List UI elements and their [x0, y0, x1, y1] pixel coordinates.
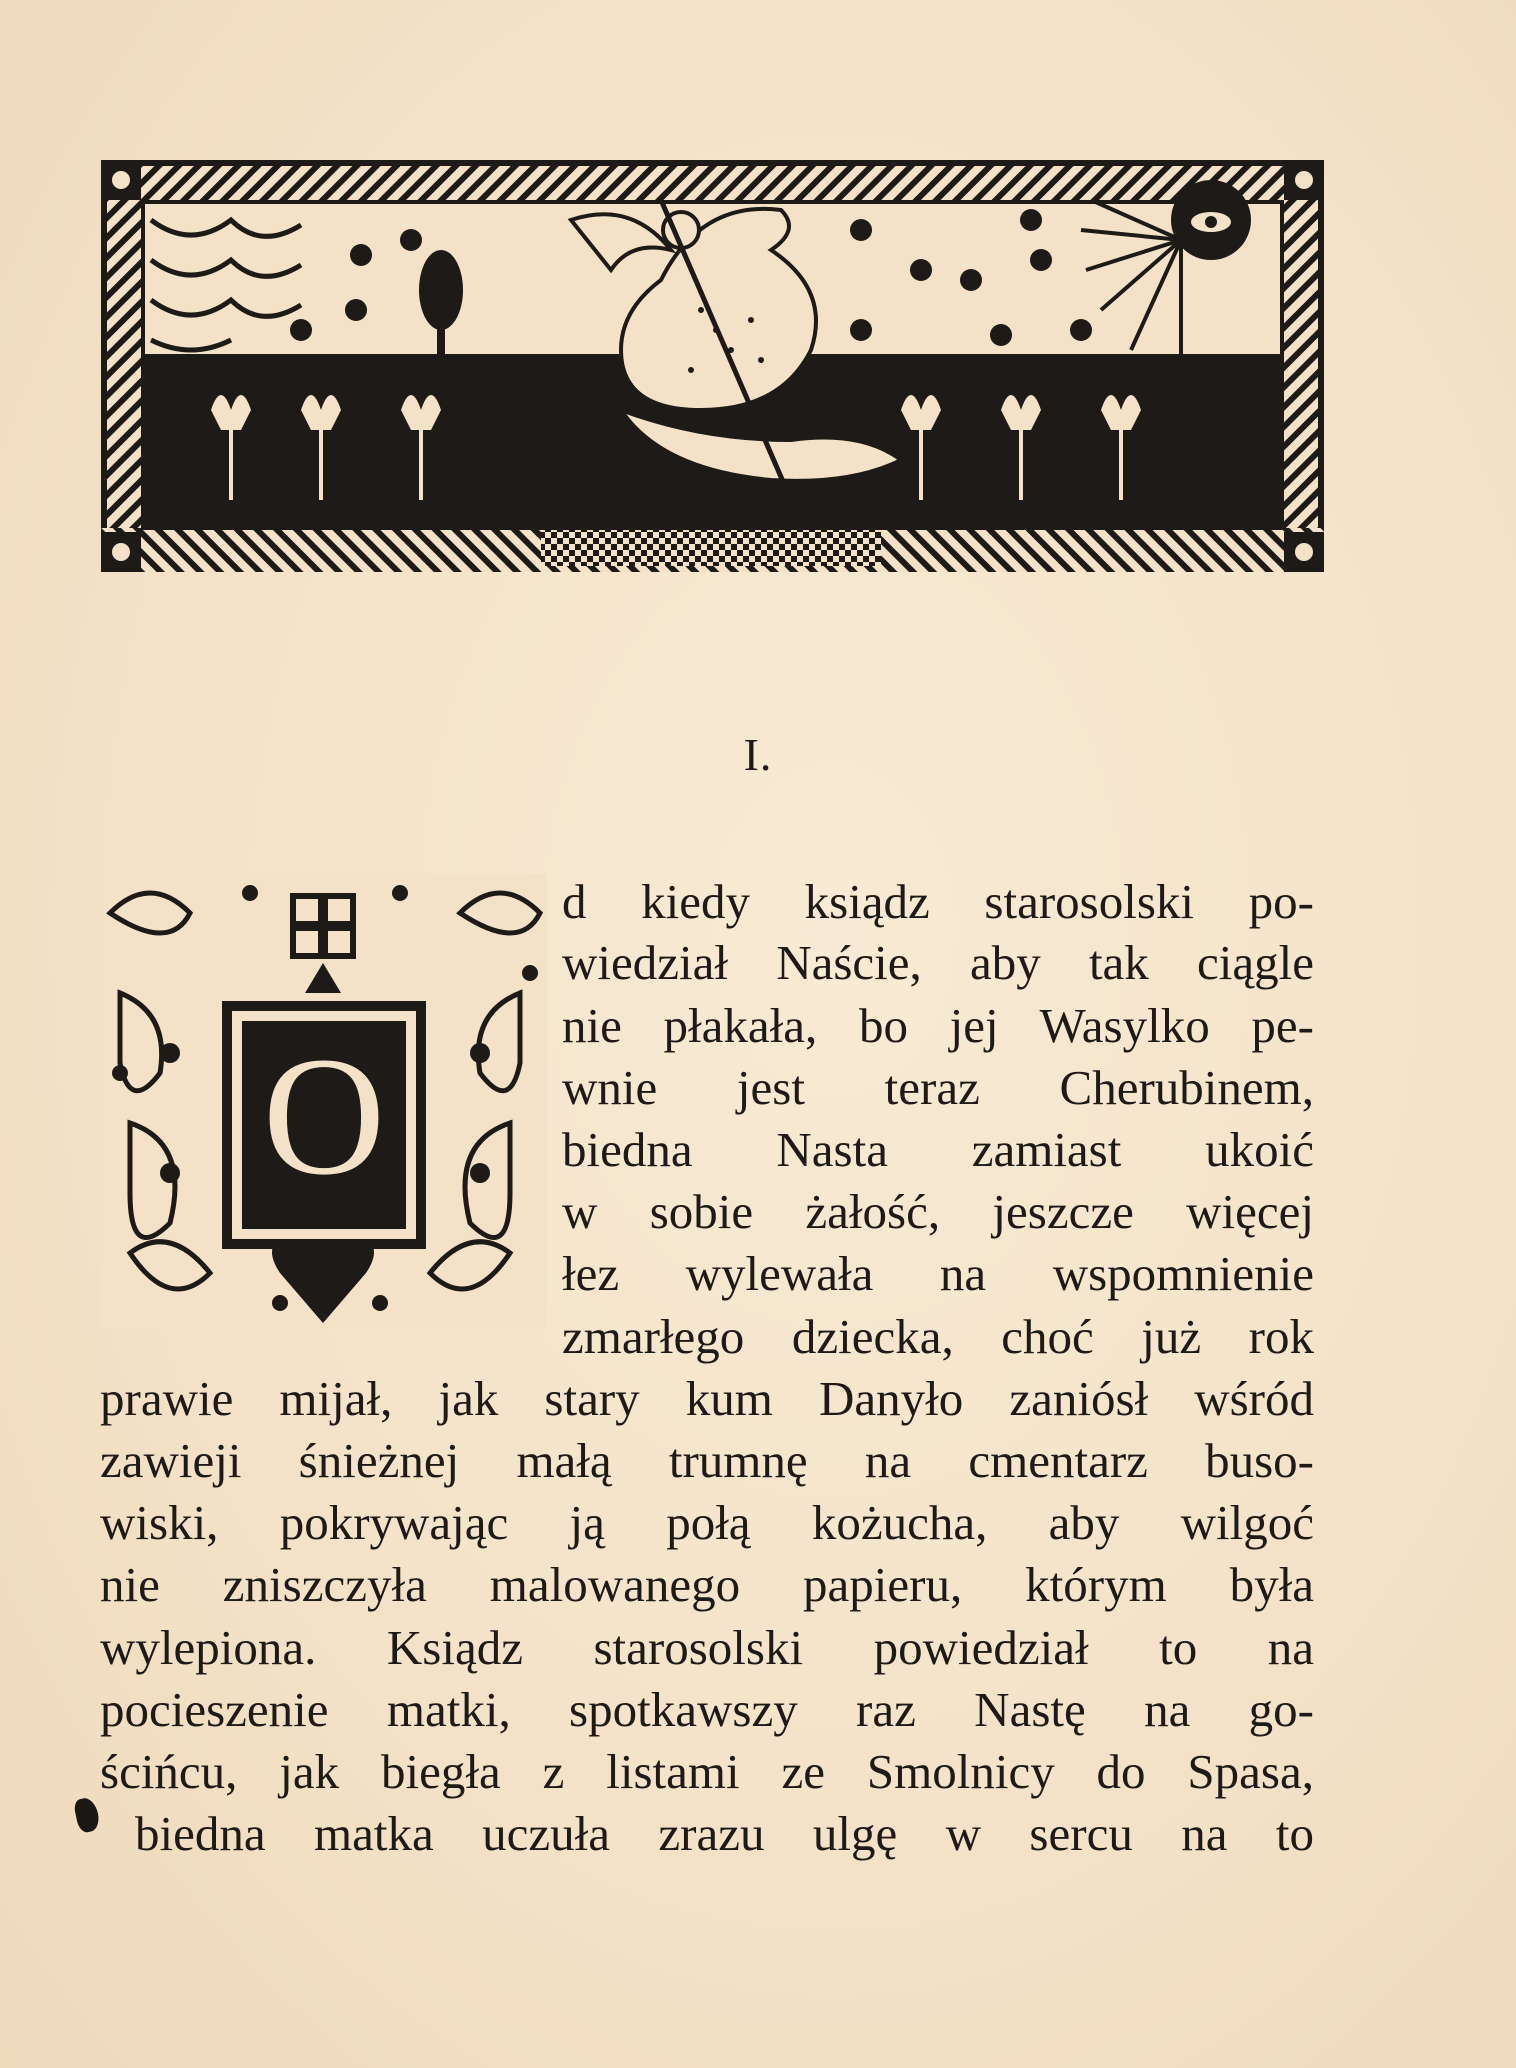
text-line: biedna Nasta zamiast ukoić — [562, 1122, 1314, 1177]
text-line: nie zniszczyła malowanego papieru, którym była — [100, 1557, 1314, 1612]
initial-letter: O — [262, 1022, 386, 1210]
text-line: nie płakała, bo jej Wasylko pe- — [562, 998, 1314, 1053]
text-line: wylepiona. Ksiądz starosolski powiedział to na — [100, 1620, 1314, 1675]
text-line: biedna matka uczuła zrazu ulgę w sercu na to — [135, 1806, 1314, 1861]
text-line: łez wylewała na wspomnienie — [562, 1246, 1314, 1301]
text-line: zmarłego dziecka, choć już rok — [562, 1309, 1314, 1364]
chapter-number: I. — [743, 729, 773, 780]
text-line: w sobie żałość, jeszcze więcej — [562, 1184, 1314, 1239]
text-line: pocieszenie matki, spotkawszy raz Nastę na go- — [100, 1682, 1314, 1737]
text-line: wiski, pokrywając ją połą kożucha, aby wilgoć — [100, 1495, 1314, 1550]
text-line: ścińcu, jak biegła z listami ze Smolnicy do Spasa, — [100, 1744, 1314, 1799]
text-line: wiedział Naście, aby tak ciągle — [562, 935, 1314, 990]
text-line: wnie jest teraz Cherubinem, — [562, 1060, 1314, 1115]
text-line: zawieji śnieżnej małą trumnę na cmentarz buso- — [100, 1433, 1314, 1488]
text-line: prawie mijał, jak stary kum Danyło zaniósł wśród — [100, 1371, 1314, 1426]
text-line: d kiedy ksiądz starosolski po- — [562, 874, 1314, 929]
